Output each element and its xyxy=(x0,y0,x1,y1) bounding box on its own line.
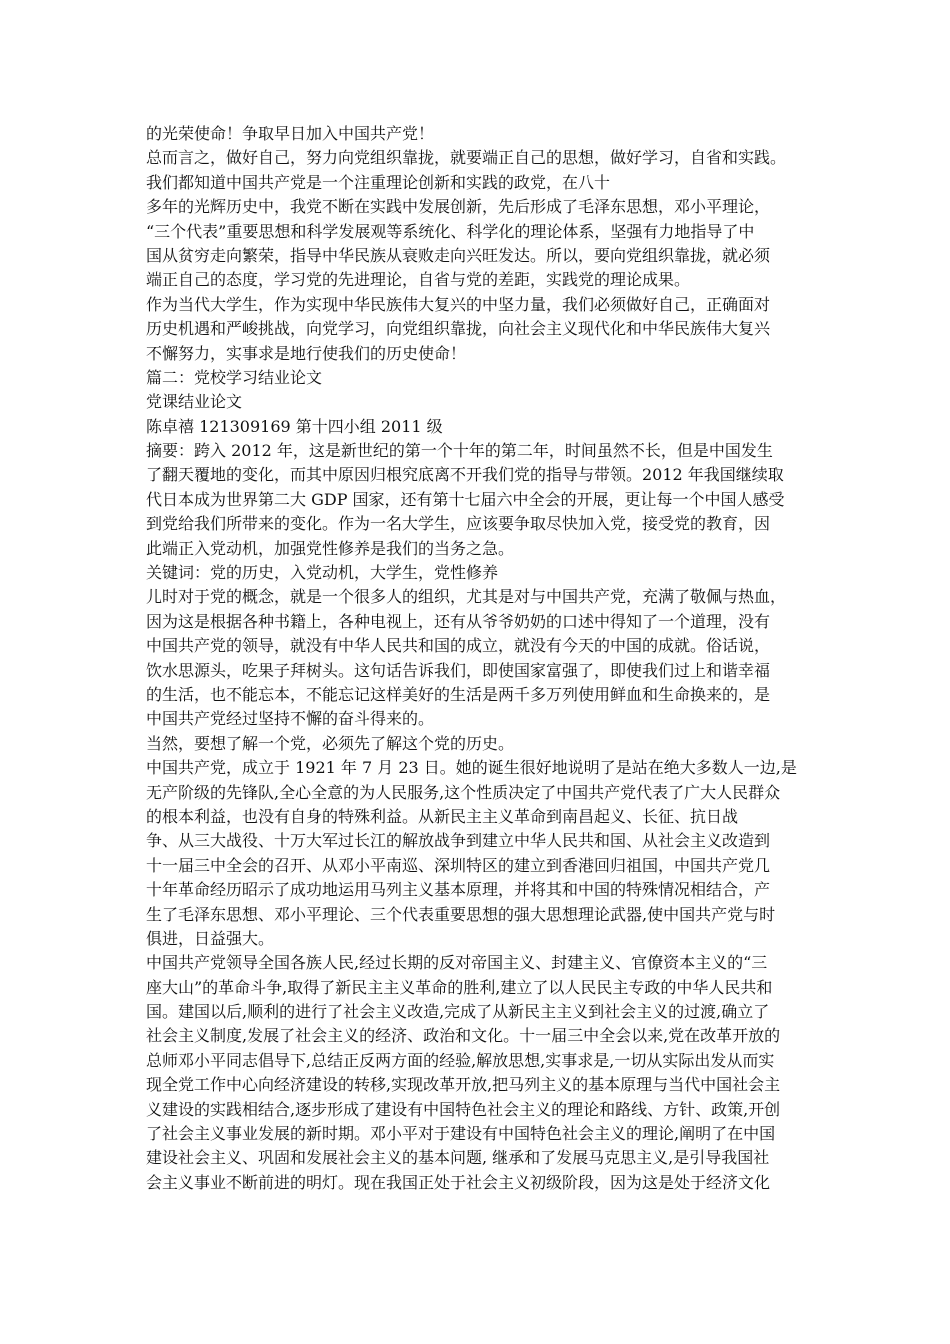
text-line: 座大山”的革命斗争,取得了新民主主义革命的胜利,建立了以人民民主专政的中华人民共和 xyxy=(146,977,773,997)
text-line: 的光荣使命！争取早日加入中国共产党！ xyxy=(146,124,435,143)
text-line: 总而言之，做好自己，努力向党组织靠拢，就要端正自己的思想，做好学习，自省和实践。 xyxy=(146,148,787,168)
text-line: 义建设的实践相结合,逐步形成了建设有中国特色社会主义的理论和路线、方针、政策,开创 xyxy=(146,1099,781,1119)
abstract-line: 此端正入党动机，加强党性修养是我们的当务之急。 xyxy=(146,538,515,558)
text-line: “三个代表”重要思想和科学发展观等系统化、科学化的理论体系，坚强有力地指导了中 xyxy=(146,221,755,241)
text-line: 建设社会主义、巩固和发展社会主义的基本问题, 继承和了发展马克思主义,是引导我国社 xyxy=(146,1148,770,1168)
text-line: 国。建国以后,顺利的进行了社会主义改造,完成了从新民主主义到社会主义的过渡,确立了 xyxy=(146,1002,770,1022)
text-line: 饮水思源头，吃果子拜树头。这句话告诉我们，即使国家富强了，即使我们过上和谐幸福 xyxy=(146,660,771,680)
text-line: 社会主义制度,发展了社会主义的经济、政治和文化。十一届三中全会以来,党在改革开放的 xyxy=(146,1026,781,1046)
text-line: 会主义事业不断前进的明灯。现在我国正处于社会主义初级阶段，因为这是处于经济文化 xyxy=(146,1172,771,1192)
text-line: 当然，要想了解一个党，必须先了解这个党的历史。 xyxy=(146,733,515,753)
text-line: 现全党工作中心向经济建设的转移,实现改革开放,把马列主义的基本原理与当代中国社会主 xyxy=(146,1075,781,1095)
text-line: 无产阶级的先锋队,全心全意的为人民服务,这个性质决定了中国共产党代表了广大人民群众 xyxy=(146,782,781,802)
abstract-line: 代日本成为世界第二大 GDP 国家，还有第十七届六中全会的开展，更让每一个中国人感受 xyxy=(146,489,785,509)
text-line: 多年的光辉历史中，我党不断在实践中发展创新，先后形成了毛泽东思想，邓小平理论， xyxy=(146,197,771,217)
text-line: 作为当代大学生，作为实现中华民族伟大复兴的中坚力量，我们必须做好自己，正确面对 xyxy=(146,294,771,314)
section-heading: 篇二：党校学习结业论文 xyxy=(146,367,323,387)
text-line: 我们都知道中国共产党是一个注重理论创新和实践的政党，在八十 xyxy=(146,172,611,192)
document-body xyxy=(146,122,826,1195)
text-line: 历史机遇和严峻挑战，向党学习，向党组织靠拢，向社会主义现代化和中华民族伟大复兴 xyxy=(146,319,771,339)
text-line: 因为这是根据各种书籍上，各种电视上，还有从爷爷奶奶的口述中得知了一个道理，没有 xyxy=(146,611,771,631)
text-line: 总师邓小平同志倡导下,总结正反两方面的经验,解放思想,实事求是,一切从实际出发从而实 xyxy=(146,1050,775,1070)
text-line: 生了毛泽东思想、邓小平理论、三个代表重要思想的强大思想理论武器,使中国共产党与时 xyxy=(146,904,776,924)
text-line: 中国共产党，成立于 1921 年 7 月 23 日。她的诞生很好地说明了是站在绝大多数人一边,是 xyxy=(146,758,797,778)
text-line: 中国共产党的领导，就没有中华人民共和国的成立，就没有今天的中国的成就。俗话说， xyxy=(146,636,771,656)
text-line: 中国共产党经过坚持不懈的奋斗得来的。 xyxy=(146,709,435,729)
text-line: 的根本利益，也没有自身的特殊利益。从新民主主义革命到南昌起义、长征、抗日战 xyxy=(146,806,739,826)
text-line: 了社会主义事业发展的新时期。邓小平对于建设有中国特色社会主义的理论,阐明了在中国 xyxy=(146,1124,776,1144)
text-line: 的生活，也不能忘本，不能忘记这样美好的生活是两千多万列使用鲜血和生命换来的，是 xyxy=(146,684,771,704)
text-line: 十年革命经历昭示了成功地运用马列主义基本原理，并将其和中国的特殊情况相结合，产 xyxy=(146,880,771,900)
text-line: 儿时对于党的概念，就是一个很多人的组织，尤其是对与中国共产党，充满了敬佩与热血， xyxy=(146,587,787,607)
abstract-line: 摘要：跨入 2012 年，这是新世纪的第一个十年的第二年，时间虽然不长，但是中国发生 xyxy=(146,441,773,461)
abstract-line: 了翻天覆地的变化，而其中原因归根究底离不开我们党的指导与带领。2012 年我国继续取 xyxy=(146,465,784,485)
text-line: 国从贫穷走向繁荣，指导中华民族从衰败走向兴旺发达。所以，要向党组织靠拢，就必须 xyxy=(146,245,771,265)
author-line: 陈卓禧 121309169 第十四小组 2011 级 xyxy=(146,416,443,436)
text-line: 不懈努力，实事求是地行使我们的历史使命！ xyxy=(146,343,467,363)
text-line: 十一届三中全会的召开、从邓小平南巡、深圳特区的建立到香港回归祖国，中国共产党几 xyxy=(146,855,771,875)
text-line: 端正自己的态度，学习党的先进理论，自省与党的差距，实践党的理论成果。 xyxy=(146,270,691,290)
keywords-line: 关键词：党的历史，入党动机，大学生，党性修养 xyxy=(146,563,499,583)
text-line: 争、从三大战役、十万大军过长江的解放战争到建立中华人民共和国、从社会主义改造到 xyxy=(146,831,771,851)
paper-title: 党课结业论文 xyxy=(146,392,243,412)
text-line: 俱进，日益强大。 xyxy=(146,928,275,948)
abstract-line: 到党给我们所带来的变化。作为一名大学生，应该要争取尽快加入党，接受党的教育，因 xyxy=(146,514,771,534)
text-line: 中国共产党领导全国各族人民,经过长期的反对帝国主义、封建主义、官僚资本主义的“三 xyxy=(146,953,768,973)
